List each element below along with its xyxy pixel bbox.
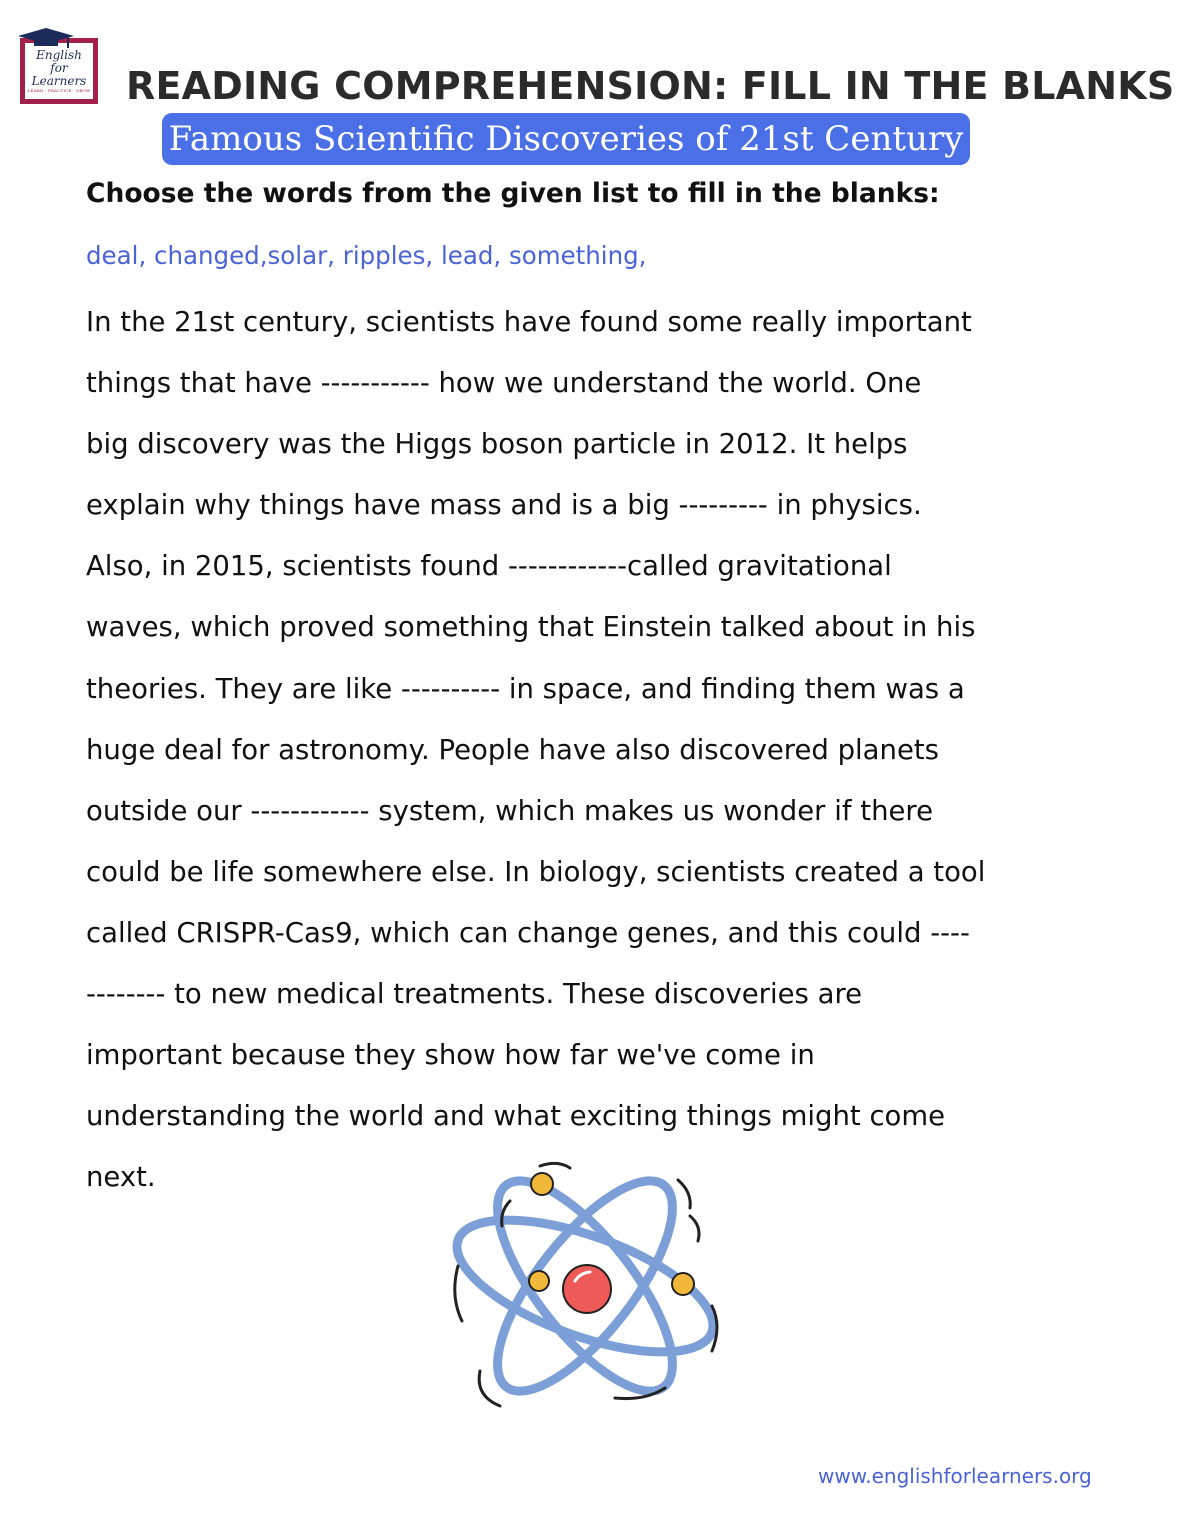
passage-line: huge deal for astronomy. People have also discovered planets bbox=[86, 733, 939, 766]
passage-line: outside our ------------ system, which makes us wonder if there bbox=[86, 794, 934, 827]
passage-line: understanding the world and what exciting things might come bbox=[86, 1100, 946, 1133]
passage-line: explain why things have mass and is a big --------- in physics. bbox=[86, 489, 922, 522]
logo-tagline: LEARN · PRACTICE · GROW bbox=[27, 88, 91, 93]
passage-line: theories. They are like ---------- in space, and finding them was a bbox=[86, 672, 965, 705]
atom-icon bbox=[440, 1156, 730, 1416]
passage-line: could be life somewhere else. In biology, scientists created a tool bbox=[86, 855, 986, 888]
logo-line-1: English bbox=[36, 48, 82, 62]
logo-line-3: Learners bbox=[31, 74, 87, 88]
passage-line: things that have ----------- how we understand the world. One bbox=[86, 367, 922, 400]
website-url[interactable]: www.englishforlearners.org bbox=[818, 1464, 1092, 1488]
page-title: READING COMPREHENSION: FILL IN THE BLANKS bbox=[126, 64, 1175, 108]
passage-line: next. bbox=[86, 1161, 156, 1194]
passage-line: waves, which proved something that Einstein talked about in his bbox=[86, 611, 976, 644]
passage-line: important because they show how far we've come in bbox=[86, 1039, 815, 1072]
passage-line: called CRISPR-Cas9, which can change genes, and this could ---- bbox=[86, 916, 970, 949]
site-logo bbox=[16, 26, 104, 106]
word-list: deal, changed,solar, ripples, lead, something, bbox=[86, 241, 647, 270]
reading-passage bbox=[86, 300, 1096, 1216]
passage-line: Also, in 2015, scientists found ------------called gravitational bbox=[86, 550, 892, 583]
logo-line-2: for bbox=[50, 61, 68, 75]
instruction-text: Choose the words from the given list to fill in the blanks: bbox=[86, 178, 940, 209]
passage-line: In the 21st century, scientists have found some really important bbox=[86, 306, 972, 338]
passage-line: big discovery was the Higgs boson particle in 2012. It helps bbox=[86, 428, 908, 461]
graduation-cap-icon bbox=[16, 26, 76, 54]
passage-line: -------- to new medical treatments. These discoveries are bbox=[86, 978, 863, 1011]
page-subtitle: Famous Scientific Discoveries of 21st Century bbox=[162, 113, 970, 165]
